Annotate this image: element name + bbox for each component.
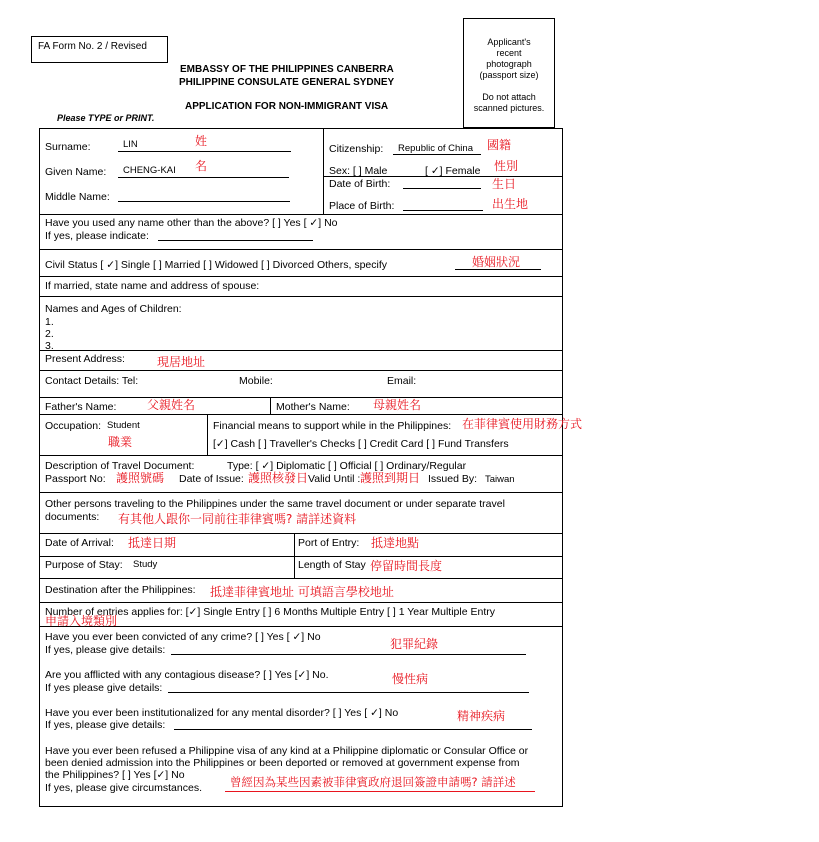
form-title: APPLICATION FOR NON-IMMIGRANT VISA	[185, 101, 389, 112]
photo-box-line: scanned pictures.	[473, 103, 545, 113]
destination-note: 抵達菲律賓地址 可填語言學校地址	[210, 585, 394, 599]
arrival-label: Date of Arrival:	[45, 537, 114, 549]
purpose-label: Purpose of Stay:	[45, 559, 123, 571]
contact-email-label: Email:	[387, 375, 417, 387]
surname-value[interactable]: LIN	[123, 139, 138, 150]
other-travellers-line1: Other persons traveling to the Philippines under the same travel document or under separate travel	[45, 498, 505, 510]
refused-line1: Have you ever been refused a Philippine visa of any kind at a Philippine diplomatic or Consular Office or	[45, 745, 529, 757]
dob-label: Date of Birth:	[329, 178, 391, 190]
citizenship-value[interactable]: Republic of China	[398, 143, 473, 154]
other-travellers-note: 有其他人跟你一同前往菲律賓嗎? 請詳述資料	[118, 512, 357, 526]
other-name-indicate: If yes, please indicate:	[45, 230, 149, 242]
occupation-value[interactable]: Student	[107, 420, 140, 431]
port-note: 抵達地點	[371, 536, 420, 550]
citizenship-note: 國籍	[487, 138, 512, 152]
occupation-note: 職業	[108, 435, 133, 449]
present-address-label: Present Address:	[45, 353, 125, 365]
civil-status-note: 婚姻狀況	[472, 255, 521, 269]
photo-box-line: Do not attach	[482, 92, 536, 102]
sex-note: 性別	[494, 159, 519, 173]
financial-note: 在菲律賓使用財務方式	[462, 417, 583, 431]
valid-until-label: Valid Until :	[308, 473, 361, 485]
refused-line2: been denied admission into the Philippines or been deported or removed at government expense from	[45, 757, 520, 769]
crime-question[interactable]: Have you ever been convicted of any crime? [ ] Yes [ ✓] No	[45, 631, 321, 643]
disease-details: If yes please give details:	[45, 682, 163, 694]
present-address-note: 現居地址	[157, 355, 206, 369]
embassy-name: EMBASSY OF THE PHILIPPINES CANBERRA	[180, 64, 394, 75]
refused-line4: If yes, please give circumstances.	[45, 782, 202, 794]
other-name-question[interactable]: Have you used any name other than the above? [ ] Yes [ ✓] No	[45, 217, 338, 229]
passport-no-note: 護照號碼	[116, 471, 165, 485]
sex-male-checkbox[interactable]: Sex: [ ] Male	[329, 165, 388, 177]
date-issue-label: Date of Issue:	[179, 473, 244, 485]
issued-by-value[interactable]: Taiwan	[485, 474, 515, 485]
pob-note: 出生地	[492, 197, 529, 211]
mother-name-label: Mother's Name:	[276, 401, 350, 413]
pob-label: Place of Birth:	[329, 200, 395, 212]
civil-status[interactable]: Civil Status [ ✓] Single [ ] Married [ ] Widowed [ ] Divorced Others, specify	[45, 259, 387, 271]
entries-label[interactable]: Number of entries applies for: [✓] Single Entry [ ] 6 Months Multiple Entry [ ] 1 Year Multiple Entry	[45, 606, 495, 618]
middle-name-label: Middle Name:	[45, 191, 110, 203]
sex-female-checkbox[interactable]: [ ✓] Female	[425, 165, 481, 177]
passport-no-label: Passport No:	[45, 473, 106, 485]
disease-note: 慢性病	[392, 672, 429, 686]
given-name-value[interactable]: CHENG-KAI	[123, 165, 176, 176]
financial-label: Financial means to support while in the Philippines:	[213, 420, 452, 432]
refused-note: 曾經因為某些因素被菲律賓政府退回簽證申請嗎? 請詳述	[230, 775, 516, 789]
port-label: Port of Entry:	[298, 537, 360, 549]
entries-note: 申請入境類別	[45, 614, 118, 628]
occupation-label: Occupation:	[45, 420, 102, 432]
instruction-text: Please TYPE or PRINT.	[57, 113, 155, 123]
child-2: 2.	[45, 328, 54, 340]
surname-note: 姓	[195, 134, 208, 148]
given-name-label: Given Name:	[45, 166, 107, 178]
children-label: Names and Ages of Children:	[45, 303, 182, 315]
mental-question[interactable]: Have you ever been institutionalized for any mental disorder? [ ] Yes [ ✓] No	[45, 707, 399, 719]
destination-label: Destination after the Philippines:	[45, 584, 196, 596]
issued-by-label: Issued By:	[428, 473, 478, 485]
crime-details: If yes, please give details:	[45, 644, 166, 656]
child-1: 1.	[45, 316, 54, 328]
purpose-value[interactable]: Study	[133, 559, 158, 570]
disease-question[interactable]: Are you afflicted with any contagious disease? [ ] Yes [✓] No.	[45, 669, 329, 681]
length-note: 停留時間長度	[370, 559, 443, 573]
photo-box-line: (passport size)	[479, 70, 539, 80]
child-3: 3.	[45, 340, 54, 352]
photo-box-text	[463, 37, 555, 114]
refused-line3[interactable]: the Philippines? [ ] Yes [✓] No	[45, 769, 185, 781]
travel-doc-label: Description of Travel Document:	[45, 460, 195, 472]
photo-box-line: recent	[496, 48, 522, 58]
valid-until-note: 護照到期日	[360, 471, 421, 485]
photo-box-line: Applicant's	[487, 37, 531, 47]
other-travellers-line2: documents:	[45, 511, 100, 523]
father-name-note: 父親姓名	[147, 398, 196, 412]
consulate-name: PHILIPPINE CONSULATE GENERAL SYDNEY	[179, 77, 395, 88]
mental-note: 精神疾病	[457, 709, 506, 723]
date-issue-note: 護照核發日	[248, 471, 309, 485]
given-name-note: 名	[195, 159, 208, 173]
photo-box-line: photograph	[486, 59, 532, 69]
arrival-note: 抵達日期	[128, 536, 177, 550]
contact-mobile-label: Mobile:	[239, 375, 273, 387]
mental-details: If yes, please give details:	[45, 719, 166, 731]
spouse-label: If married, state name and address of spouse:	[45, 280, 260, 292]
photo-box-line	[463, 81, 555, 92]
financial-options[interactable]: [✓] Cash [ ] Traveller's Checks [ ] Credit Card [ ] Fund Transfers	[213, 438, 509, 450]
crime-note: 犯罪紀錄	[390, 637, 439, 651]
form-number: FA Form No. 2 / Revised	[38, 41, 147, 52]
surname-label: Surname:	[45, 141, 91, 153]
travel-doc-type[interactable]: Type: [ ✓] Diplomatic [ ] Official [ ] Ordinary/Regular	[227, 460, 467, 472]
father-name-label: Father's Name:	[45, 401, 117, 413]
mother-name-note: 母親姓名	[373, 398, 422, 412]
length-label: Length of Stay	[298, 559, 366, 571]
contact-tel-label: Contact Details: Tel:	[45, 375, 139, 387]
dob-note: 生日	[492, 177, 517, 191]
citizenship-label: Citizenship:	[329, 143, 384, 155]
